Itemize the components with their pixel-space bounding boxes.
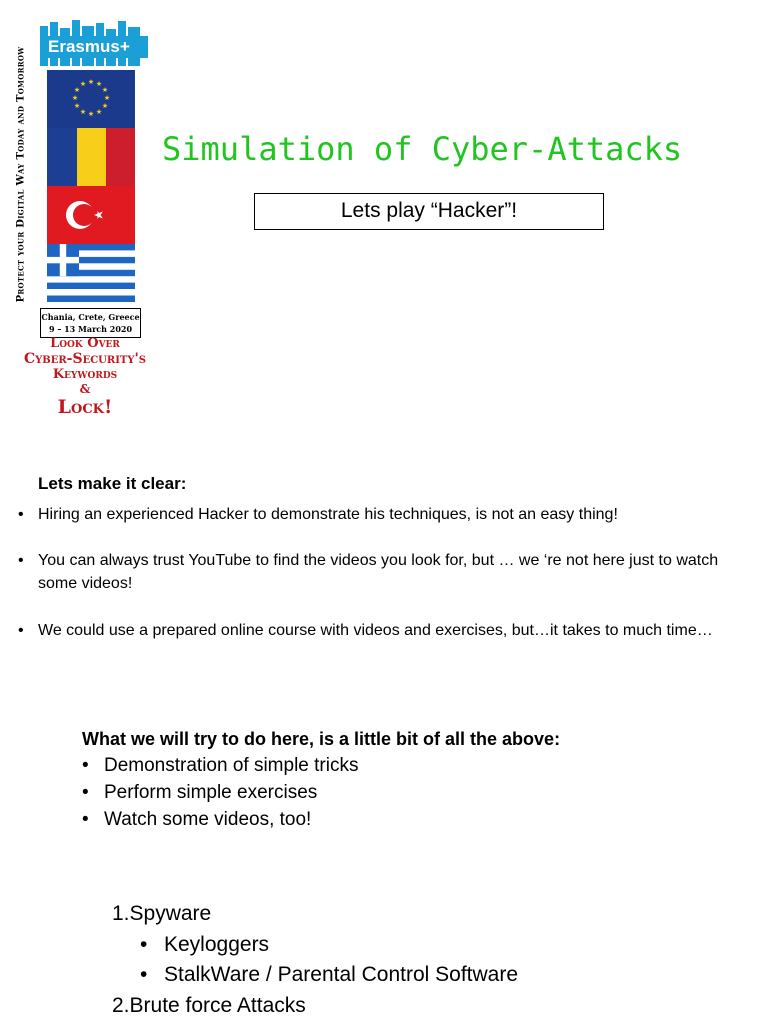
svg-text:★: ★ xyxy=(95,108,103,116)
topic-sub-item xyxy=(140,963,518,987)
plan-bullet xyxy=(82,806,311,833)
intro-bullet xyxy=(18,549,748,595)
topic-sub-label: StalkWare / Parental Control Software xyxy=(164,963,519,986)
intro-bullet-text: We could use a prepared online course with videos and exercises, but…it takes to much time… xyxy=(38,622,713,639)
bullet-glyph: • xyxy=(82,755,89,776)
bullet-glyph: • xyxy=(140,933,148,956)
erasmus-logo-text: Erasmus+ xyxy=(44,36,148,58)
venue-box xyxy=(40,308,141,338)
topic-label: Spyware xyxy=(129,902,212,925)
svg-text:★: ★ xyxy=(73,86,81,94)
topic-sub-label: Keyloggers xyxy=(164,933,270,956)
svg-text:★: ★ xyxy=(79,80,87,88)
plan-heading: What we will try to do here, is a little bit of all the above: xyxy=(82,729,561,749)
plan-bullet xyxy=(82,752,358,779)
turkey-flag xyxy=(47,186,135,244)
topic-label: Brute force Attacks xyxy=(129,994,306,1017)
svg-text:★: ★ xyxy=(87,110,95,118)
eu-flag xyxy=(47,70,135,128)
vertical-slogan xyxy=(8,8,34,340)
topic-number: 2. xyxy=(112,994,130,1017)
topic-sub-item xyxy=(140,933,269,957)
plan-bullet xyxy=(82,779,317,806)
topic-item xyxy=(112,902,211,926)
bullet-glyph: • xyxy=(18,552,24,569)
venue-location: Chania, Crete, Greece xyxy=(41,312,140,322)
bullet-glyph: • xyxy=(18,506,24,523)
svg-text:★: ★ xyxy=(73,102,81,110)
intro-heading: Lets make it clear: xyxy=(38,474,187,493)
topic-item xyxy=(112,994,306,1018)
romania-flag xyxy=(47,128,135,186)
plan-bullet-text: Watch some videos, too! xyxy=(104,809,312,830)
motto-line-2: Cyber-Security's xyxy=(24,351,146,367)
svg-text:★: ★ xyxy=(79,108,87,116)
svg-text:★: ★ xyxy=(95,80,103,88)
subtitle-box: Lets play “Hacker”! xyxy=(254,193,604,230)
intro-bullet xyxy=(18,619,748,642)
bullet-glyph: • xyxy=(82,809,89,830)
svg-text:★: ★ xyxy=(103,94,111,102)
topic-number: 1. xyxy=(112,902,130,925)
svg-text:★: ★ xyxy=(87,78,95,86)
page-title: Simulation of Cyber-Attacks xyxy=(162,130,683,168)
bullet-glyph: • xyxy=(82,782,89,803)
venue-dates: 9 – 13 March 2020 xyxy=(48,324,133,334)
plan-bullet-text: Demonstration of simple tricks xyxy=(104,755,359,776)
intro-bullet-text: You can always trust YouTube to find the videos you look for, but … we ‘re not here just to watch some videos! xyxy=(38,552,719,592)
bullet-glyph: • xyxy=(140,963,148,986)
bullet-glyph: • xyxy=(18,622,24,639)
slogan-text: Protect your Digital Way Today and Tomorrow xyxy=(15,46,27,302)
partner-flags xyxy=(47,70,135,302)
intro-bullet xyxy=(18,503,748,526)
greece-flag xyxy=(47,244,135,302)
motto-line-4: & xyxy=(79,382,91,396)
motto-line-5: Lock! xyxy=(57,396,113,418)
svg-text:★: ★ xyxy=(101,102,109,110)
svg-text:★: ★ xyxy=(101,86,109,94)
plan-bullet-text: Perform simple exercises xyxy=(104,782,318,803)
intro-bullet-text: Hiring an experienced Hacker to demonstrate his techniques, is not an easy thing! xyxy=(38,506,618,523)
motto-line-1: Look Over xyxy=(50,336,120,351)
motto-line-3: Keywords xyxy=(52,367,118,382)
svg-text:★: ★ xyxy=(71,94,79,102)
